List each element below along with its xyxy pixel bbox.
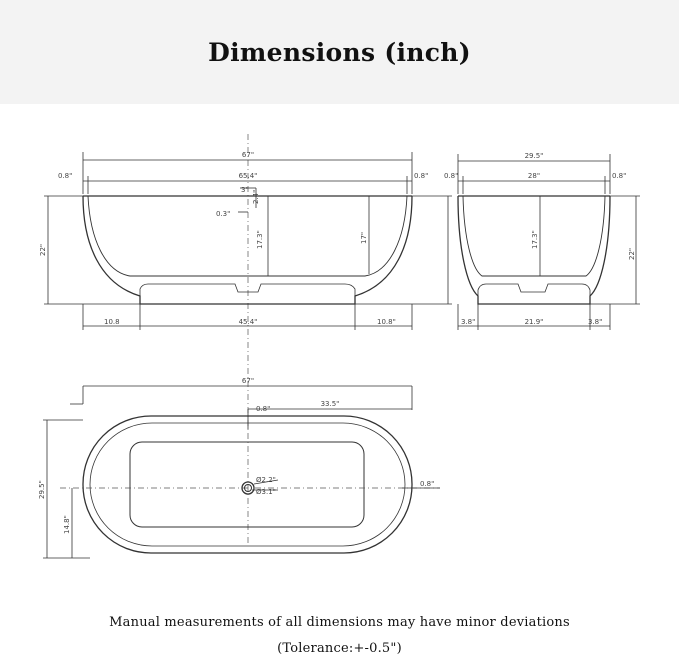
top-view [38,377,440,558]
front-drain-width: 3" [241,186,249,194]
side-base-width: 21.9" [524,318,544,326]
top-drain-outer-dia: Ø2.2" [256,476,276,484]
top-overall-width: 29.5" [38,480,46,499]
side-base-right: 3.8" [588,318,603,326]
top-overall-length: 67" [241,377,255,385]
front-inner-depth: 17.3" [256,230,264,249]
top-rim: 0.8" [256,405,271,413]
front-base-left: 10.8 [104,318,120,326]
side-rim-left: 0.8" [444,172,459,180]
tolerance-note: (Tolerance:+-0.5") [277,641,402,656]
front-base-length: 45.4" [238,318,258,326]
side-inner-width: 28" [527,172,541,180]
side-overall-width: 29.5" [524,152,544,160]
front-overall-length: 67" [241,151,255,159]
title-banner [0,0,679,104]
front-rim-right: 0.8" [414,172,429,180]
front-overall-height: 22" [39,243,47,256]
side-inner-depth: 17.3" [531,230,539,249]
top-drain-to-side: 14.8" [63,515,71,534]
measurement-note: Manual measurements of all dimensions may have minor deviations [109,615,570,630]
side-overall-height: 22" [628,247,636,260]
front-inner-depth-side: 17" [360,231,368,244]
top-rim-right: 0.8" [420,480,435,488]
side-rim-right: 0.8" [612,172,627,180]
side-base-left: 3.8" [461,318,476,326]
front-drain-offset: 0.3" [216,210,231,218]
front-view [39,151,452,330]
front-base-right: 10.8" [377,318,396,326]
front-inner-length: 65.4" [238,172,258,180]
page-title: Dimensions (inch) [208,37,471,67]
top-drain-to-end: 33.5" [320,400,340,408]
side-view [444,152,640,330]
top-drain-inner-dia: Ø3.1" [256,488,276,496]
dimension-drawing [0,104,679,604]
front-rim-left: 0.8" [58,172,73,180]
front-drain-height: 2.4" [252,189,260,204]
